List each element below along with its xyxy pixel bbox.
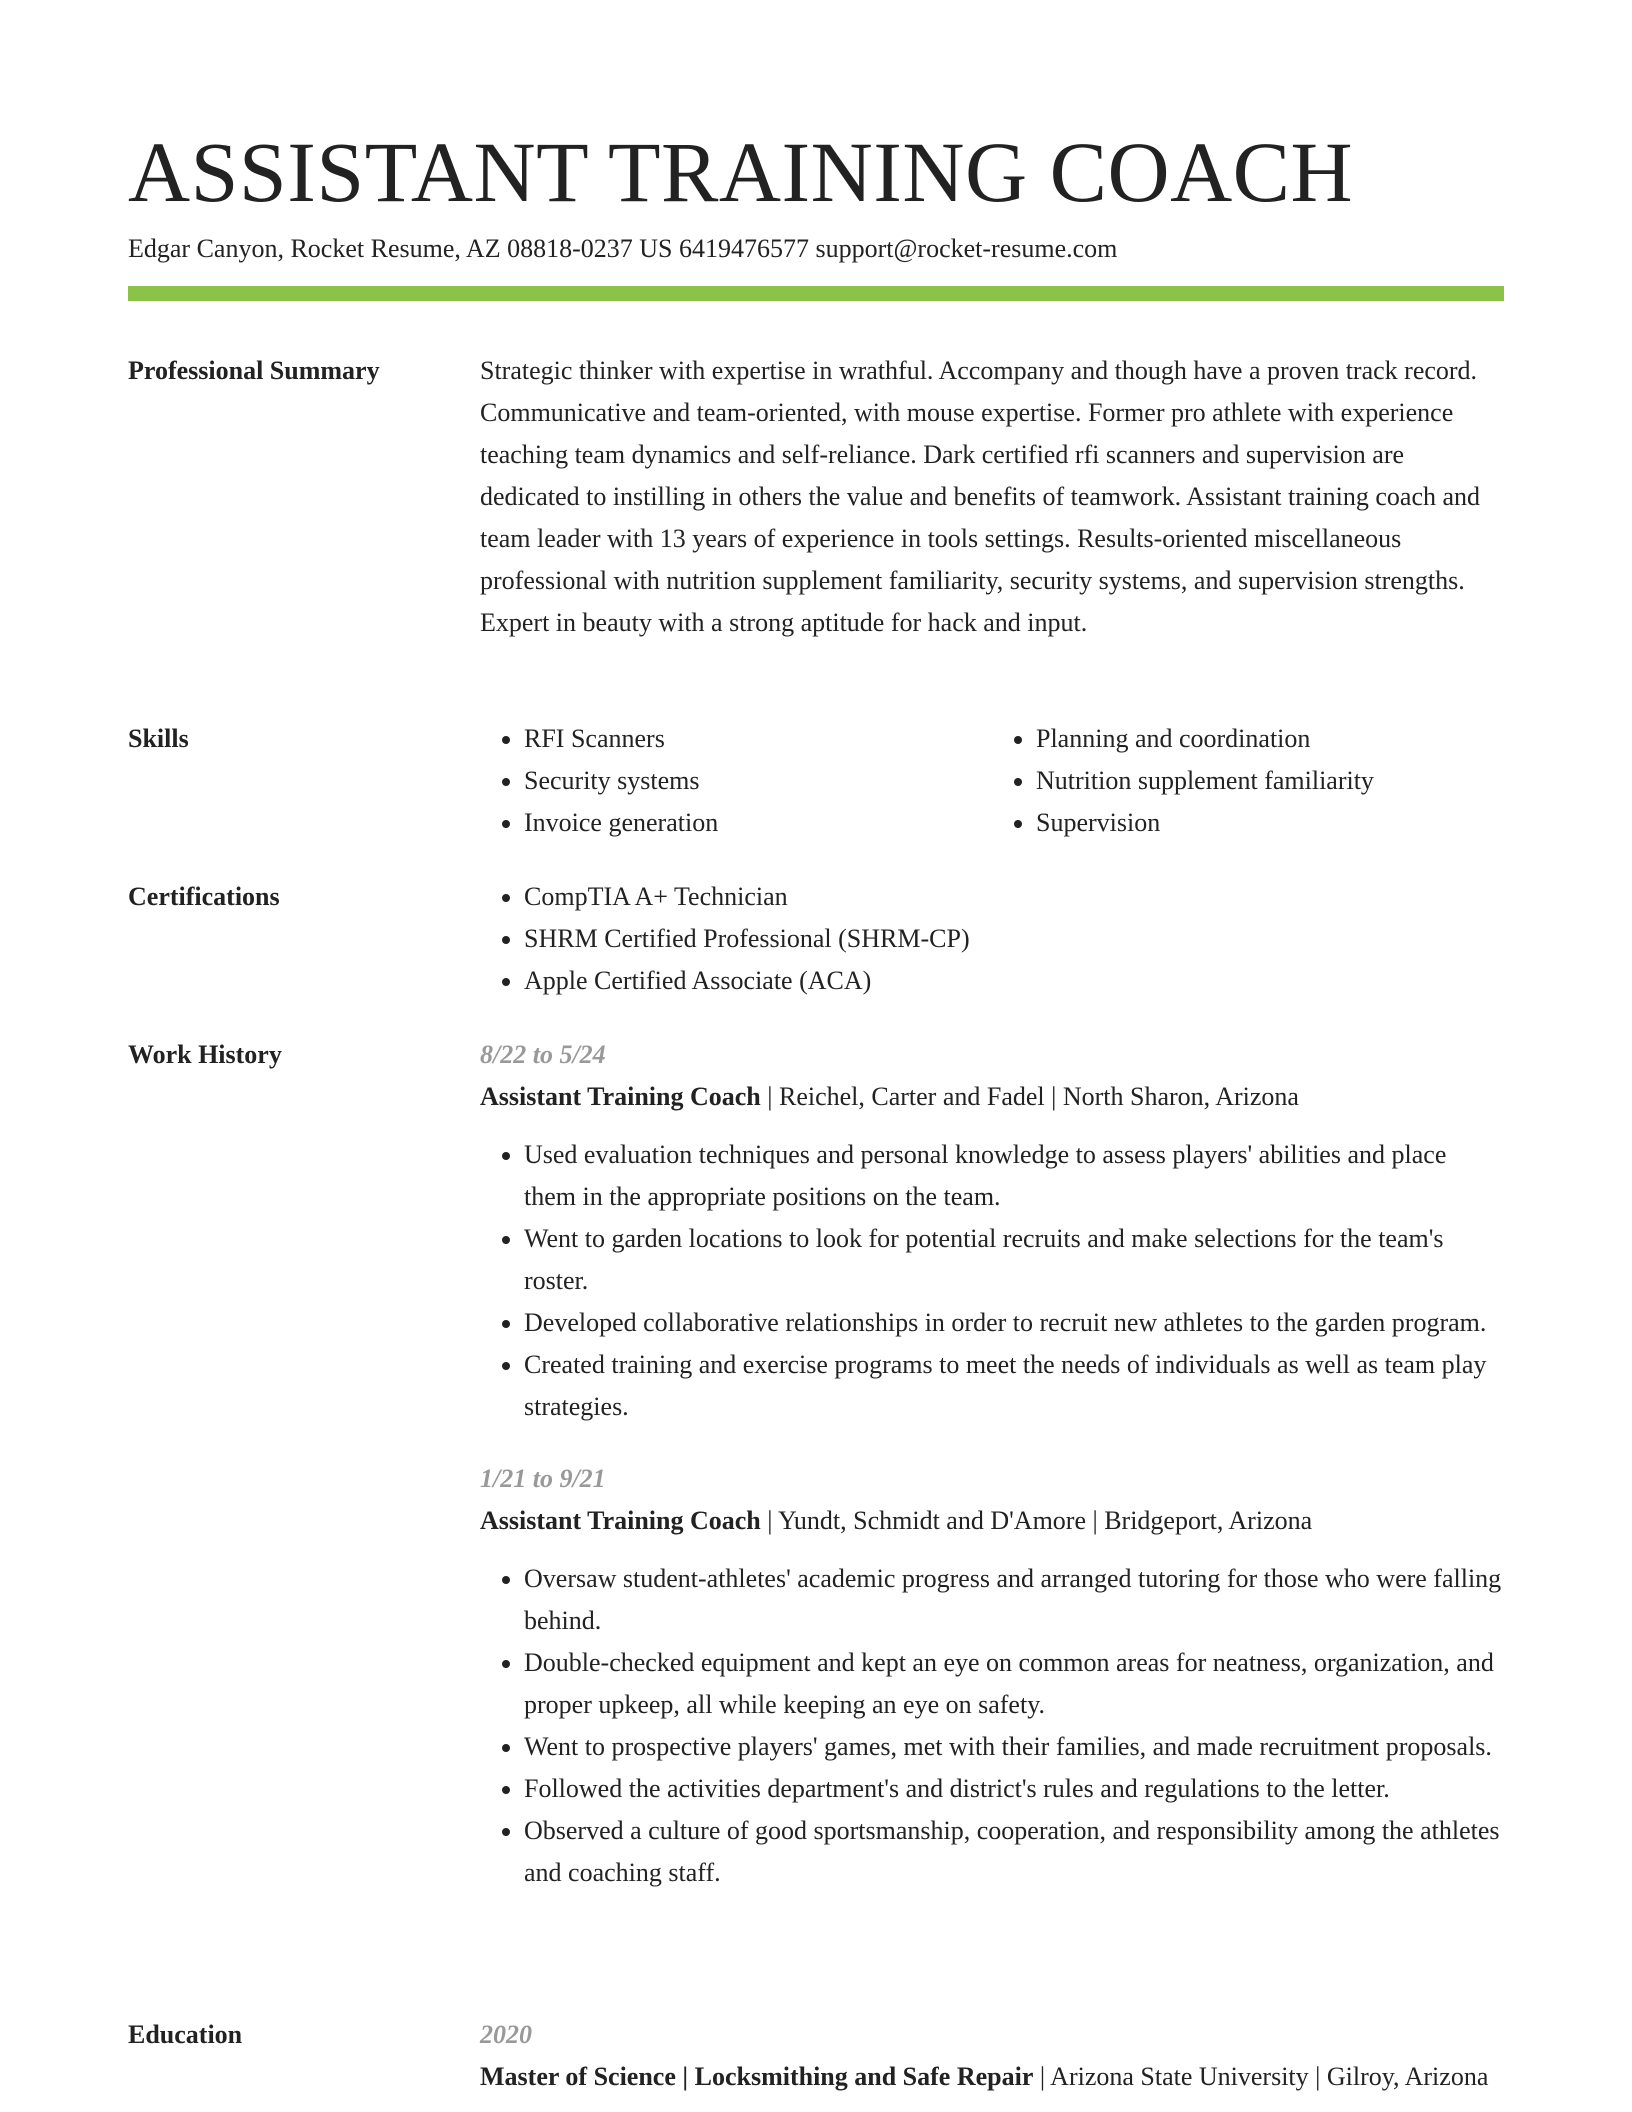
certification-item: • CompTIA A+ Technician [524, 876, 1504, 918]
work-history-label: Work History [128, 1040, 282, 1069]
education-label: Education [128, 2020, 243, 2049]
job-date: 1/21 to 9/21 [480, 1464, 606, 1493]
education-date: 2020 [480, 2020, 532, 2049]
header-accent-rule [128, 286, 1504, 301]
resume-name-heading: ASSISTANT TRAINING COACH [128, 124, 1354, 220]
certification-item: • Apple Certified Associate (ACA) [524, 960, 1504, 1002]
skill-item: • Supervision [1036, 802, 1504, 844]
summary-text: Strategic thinker with expertise in wrathful. Accompany and though have a proven track record. Communicative and team-oriented, with mouse expertise. Former pro athlete with experience teaching team dynamics and self-reliance. Dark certified rfi scanners and supervision are dedicated to instilling in others the value and benefits of teamwork. Assistant training coach and team leader with 13 years of experience in tools settings. Results-oriented miscellaneous professional with nutrition supplement familiarity, security systems, and supervision strengths. Expert in beauty with a strong aptitude for hack and input. [480, 356, 1481, 637]
job-date: 8/22 to 5/24 [480, 1040, 606, 1069]
job-bullet: • Double-checked equipment and kept an eye on common areas for neatness, organization, and proper upkeep, all while keeping an eye on safety. [524, 1642, 1504, 1726]
summary-label: Professional Summary [128, 356, 380, 385]
education-heading [480, 2056, 1504, 2098]
job-details: | Yundt, Schmidt and D'Amore | Bridgeport, Arizona [760, 1506, 1313, 1535]
job-bullet: • Oversaw student-athletes' academic progress and arranged tutoring for those who were falling behind. [524, 1558, 1504, 1642]
job-heading [480, 1500, 1504, 1542]
education-degree: Master of Science | Locksmithing and Safe Repair [480, 2062, 1034, 2091]
job-bullet: • Went to prospective players' games, met with their families, and made recruitment proposals. [524, 1726, 1504, 1768]
job-bullet: • Followed the activities department's and district's rules and regulations to the letter. [524, 1768, 1504, 1810]
skills-label: Skills [128, 724, 189, 753]
skills-list-left [480, 718, 992, 844]
job-bullet-list [480, 1134, 1504, 1428]
skill-item: • Planning and coordination [1036, 718, 1504, 760]
job-bullet-list [480, 1558, 1504, 1894]
skills-list-right [992, 718, 1504, 844]
contact-line: Edgar Canyon, Rocket Resume, AZ 08818-0237 US 6419476577 support@rocket-resume.com [128, 234, 1118, 263]
job-title: Assistant Training Coach [480, 1082, 761, 1111]
certifications-label: Certifications [128, 882, 280, 911]
certification-item: • SHRM Certified Professional (SHRM-CP) [524, 918, 1504, 960]
skill-item: • Security systems [524, 760, 992, 802]
skill-item: • Nutrition supplement familiarity [1036, 760, 1504, 802]
education-details: | Arizona State University | Gilroy, Arizona [1033, 2062, 1489, 2091]
job-details: | Reichel, Carter and Fadel | North Sharon, Arizona [760, 1082, 1299, 1111]
job-heading [480, 1076, 1504, 1118]
job-entry [480, 1458, 1504, 1894]
job-bullet: • Observed a culture of good sportsmanship, cooperation, and responsibility among the athletes and coaching staff. [524, 1810, 1504, 1894]
job-bullet: • Went to garden locations to look for potential recruits and make selections for the team's roster. [524, 1218, 1504, 1302]
job-bullet: • Used evaluation techniques and personal knowledge to assess players' abilities and place them in the appropriate positions on the team. [524, 1134, 1504, 1218]
skill-item: • Invoice generation [524, 802, 992, 844]
certifications-list [480, 876, 1504, 1002]
job-bullet: • Developed collaborative relationships in order to recruit new athletes to the garden program. [524, 1302, 1504, 1344]
job-title: Assistant Training Coach [480, 1506, 761, 1535]
job-bullet: • Created training and exercise programs to meet the needs of individuals as well as team play strategies. [524, 1344, 1504, 1428]
skill-item: • RFI Scanners [524, 718, 992, 760]
job-entry [480, 1034, 1504, 1428]
